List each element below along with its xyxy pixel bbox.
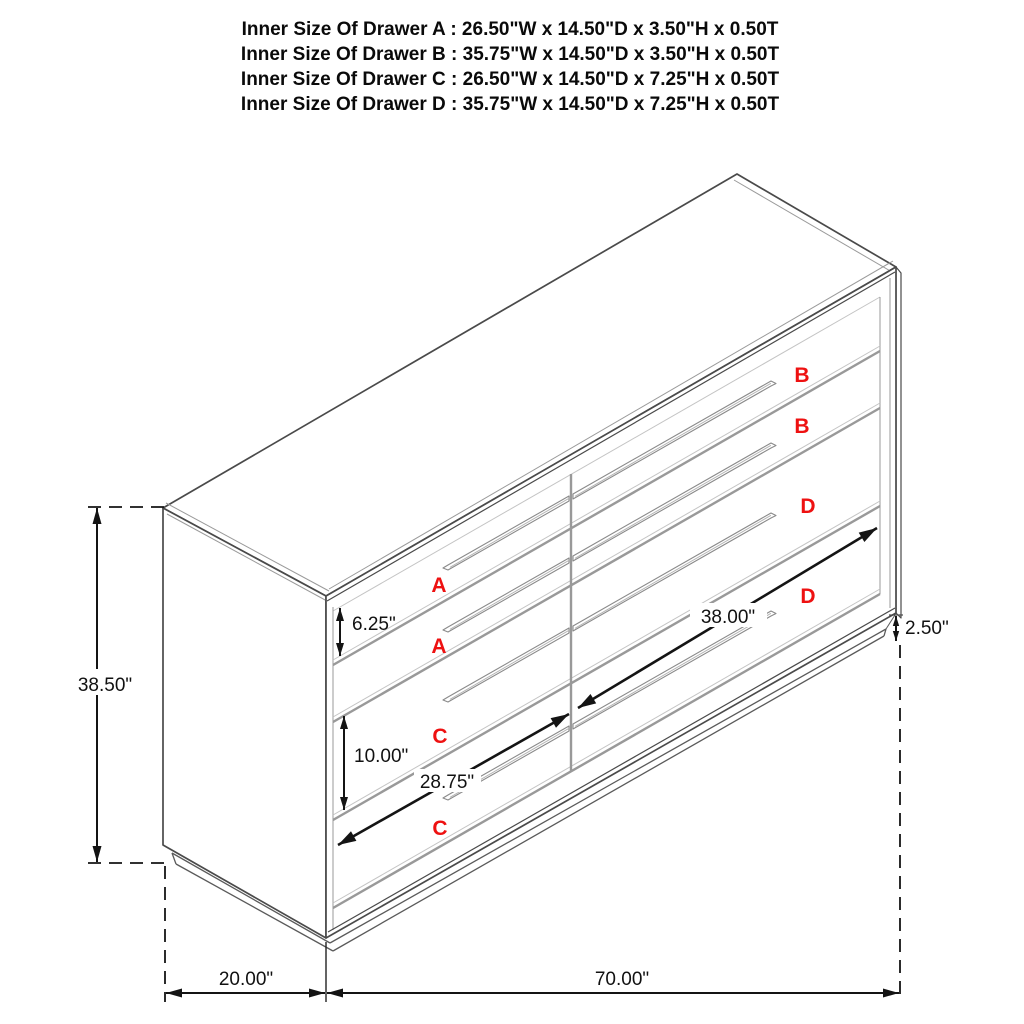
dim-overall-height-label: 38.50" — [77, 675, 133, 696]
dim-right-section-width-label: 38.00" — [700, 607, 756, 628]
dim-base-height-label: 2.50" — [905, 618, 949, 639]
label-drawer-c-top: C — [432, 725, 448, 748]
drawer-d-size-text: Inner Size Of Drawer D : 35.75"W x 14.50"D x 7.25"H x 0.50T — [240, 94, 780, 115]
drawer-b-size-text: Inner Size Of Drawer B : 35.75"W x 14.50"D x 3.50"H x 0.50T — [240, 44, 780, 65]
label-drawer-b-bottom: B — [794, 415, 810, 438]
dim-overall-height — [72, 507, 166, 863]
dim-left-section-width-label: 28.75" — [419, 772, 475, 793]
dim-overall-depth — [166, 969, 325, 998]
drawer-a-size-text: Inner Size Of Drawer A : 26.50"W x 14.50"D x 3.50"H x 0.50T — [241, 19, 779, 40]
drawer-c-size-text: Inner Size Of Drawer C : 26.50"W x 14.50"D x 7.25"H x 0.50T — [240, 69, 780, 90]
label-drawer-c-bottom: C — [432, 817, 448, 840]
label-drawer-a-top: A — [431, 574, 447, 597]
label-drawer-a-bottom: A — [431, 635, 447, 658]
dim-lower-drawer-height-label: 10.00" — [354, 746, 409, 767]
label-drawer-d-top: D — [800, 495, 816, 518]
dim-overall-depth-label: 20.00" — [218, 969, 274, 990]
dim-top-drawer-height-label: 6.25" — [352, 614, 396, 635]
label-drawer-d-bottom: D — [800, 585, 816, 608]
label-drawer-b-top: B — [794, 364, 810, 387]
dim-overall-width — [327, 969, 899, 998]
dresser-drawing — [163, 174, 901, 951]
title-block — [241, 19, 780, 115]
dim-overall-width-label: 70.00" — [594, 969, 650, 990]
dim-base-height — [889, 615, 949, 641]
